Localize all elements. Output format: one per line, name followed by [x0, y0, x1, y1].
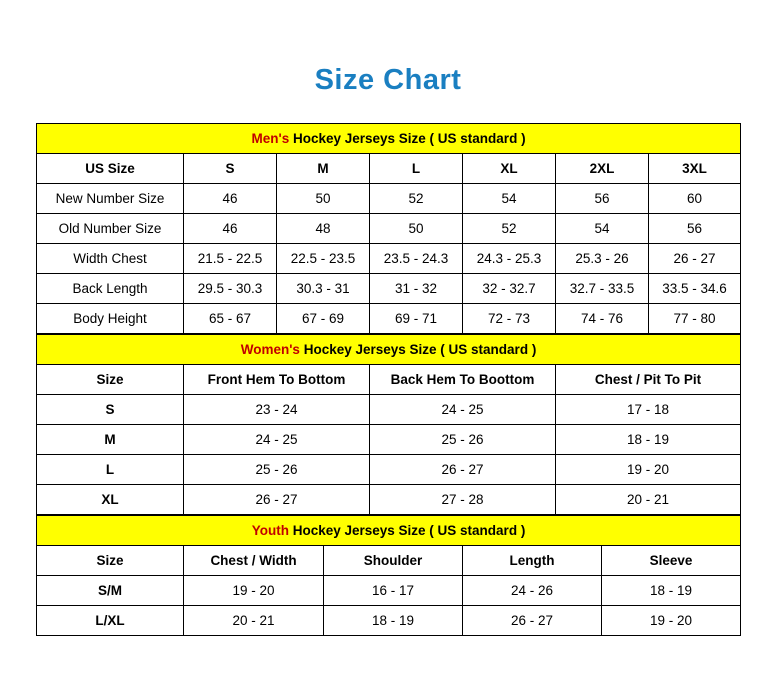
youth-row-1-cell-0: 20 - 21	[184, 605, 324, 635]
mens-row-0-cell-4: 56	[556, 183, 649, 213]
mens-row-4-cell-5: 77 - 80	[649, 303, 741, 333]
mens-row-2-cell-2: 23.5 - 24.3	[370, 243, 463, 273]
table-header-row	[37, 545, 741, 575]
womens-row-0-label: S	[37, 394, 184, 424]
mens-col-4: XL	[463, 153, 556, 183]
mens-row-0-cell-3: 54	[463, 183, 556, 213]
table-row	[37, 303, 741, 333]
womens-header-accent: Women's	[240, 341, 300, 357]
womens-row-3-cell-2: 20 - 21	[556, 484, 741, 514]
youth-header-accent: Youth	[251, 522, 289, 538]
youth-row-0-cell-3: 18 - 19	[602, 575, 741, 605]
mens-row-2-cell-1: 22.5 - 23.5	[277, 243, 370, 273]
mens-row-1-cell-4: 54	[556, 213, 649, 243]
youth-row-1-label: L/XL	[37, 605, 184, 635]
mens-row-0-cell-1: 50	[277, 183, 370, 213]
youth-row-1-cell-3: 19 - 20	[602, 605, 741, 635]
mens-row-1-cell-1: 48	[277, 213, 370, 243]
mens-row-0-cell-5: 60	[649, 183, 741, 213]
mens-row-3-cell-1: 30.3 - 31	[277, 273, 370, 303]
section-header-row	[37, 123, 741, 153]
youth-col-0: Size	[37, 545, 184, 575]
mens-row-2-cell-0: 21.5 - 22.5	[184, 243, 277, 273]
table-row	[37, 243, 741, 273]
womens-row-1-label: M	[37, 424, 184, 454]
youth-col-3: Length	[463, 545, 602, 575]
womens-row-2-cell-0: 25 - 26	[184, 454, 370, 484]
mens-row-1-cell-2: 50	[370, 213, 463, 243]
mens-section-header	[37, 123, 741, 153]
mens-row-1-label: Old Number Size	[37, 213, 184, 243]
table-row	[37, 454, 741, 484]
youth-row-1-cell-1: 18 - 19	[324, 605, 463, 635]
womens-size-table	[36, 334, 741, 515]
youth-row-0-cell-0: 19 - 20	[184, 575, 324, 605]
womens-col-3: Chest / Pit To Pit	[556, 364, 741, 394]
page-title: Size Chart	[314, 64, 462, 96]
womens-section-header	[37, 334, 741, 364]
mens-row-0-label: New Number Size	[37, 183, 184, 213]
youth-row-0-cell-2: 24 - 26	[463, 575, 602, 605]
youth-col-1: Chest / Width	[184, 545, 324, 575]
mens-row-2-label: Width Chest	[37, 243, 184, 273]
mens-row-3-cell-5: 33.5 - 34.6	[649, 273, 741, 303]
womens-row-1-cell-1: 25 - 26	[370, 424, 556, 454]
mens-row-0-cell-2: 52	[370, 183, 463, 213]
size-chart-container	[0, 97, 776, 636]
womens-row-2-cell-1: 26 - 27	[370, 454, 556, 484]
table-header-row	[37, 364, 741, 394]
mens-row-4-label: Body Height	[37, 303, 184, 333]
table-row	[37, 424, 741, 454]
womens-row-3-cell-1: 27 - 28	[370, 484, 556, 514]
womens-row-0-cell-0: 23 - 24	[184, 394, 370, 424]
mens-col-1: S	[184, 153, 277, 183]
mens-row-3-cell-4: 32.7 - 33.5	[556, 273, 649, 303]
mens-size-table	[36, 123, 741, 334]
table-row	[37, 484, 741, 514]
mens-row-3-cell-2: 31 - 32	[370, 273, 463, 303]
youth-col-4: Sleeve	[602, 545, 741, 575]
table-row	[37, 575, 741, 605]
mens-row-2-cell-4: 25.3 - 26	[556, 243, 649, 273]
womens-header-rest: Hockey Jerseys Size ( US standard )	[299, 341, 537, 357]
womens-col-0: Size	[37, 364, 184, 394]
youth-header-rest: Hockey Jerseys Size ( US standard )	[288, 522, 526, 538]
table-row	[37, 213, 741, 243]
table-row	[37, 394, 741, 424]
womens-col-2: Back Hem To Boottom	[370, 364, 556, 394]
womens-row-0-cell-2: 17 - 18	[556, 394, 741, 424]
mens-row-3-cell-0: 29.5 - 30.3	[184, 273, 277, 303]
youth-section-header	[37, 515, 741, 545]
mens-row-2-cell-3: 24.3 - 25.3	[463, 243, 556, 273]
mens-col-3: L	[370, 153, 463, 183]
womens-row-1-cell-2: 18 - 19	[556, 424, 741, 454]
mens-row-4-cell-4: 74 - 76	[556, 303, 649, 333]
womens-row-0-cell-1: 24 - 25	[370, 394, 556, 424]
section-header-row	[37, 515, 741, 545]
mens-row-3-label: Back Length	[37, 273, 184, 303]
mens-row-1-cell-3: 52	[463, 213, 556, 243]
womens-col-1: Front Hem To Bottom	[184, 364, 370, 394]
womens-row-3-cell-0: 26 - 27	[184, 484, 370, 514]
youth-row-0-cell-1: 16 - 17	[324, 575, 463, 605]
table-row	[37, 183, 741, 213]
mens-header-rest: Hockey Jerseys Size ( US standard )	[289, 130, 526, 146]
youth-size-table	[36, 515, 741, 636]
mens-row-4-cell-0: 65 - 67	[184, 303, 277, 333]
mens-col-6: 3XL	[649, 153, 741, 183]
mens-row-0-cell-0: 46	[184, 183, 277, 213]
mens-row-1-cell-5: 56	[649, 213, 741, 243]
mens-col-2: M	[277, 153, 370, 183]
mens-row-1-cell-0: 46	[184, 213, 277, 243]
mens-header-accent: Men's	[251, 130, 290, 146]
youth-row-1-cell-2: 26 - 27	[463, 605, 602, 635]
youth-col-2: Shoulder	[324, 545, 463, 575]
womens-row-2-label: L	[37, 454, 184, 484]
mens-col-0: US Size	[37, 153, 184, 183]
mens-row-3-cell-3: 32 - 32.7	[463, 273, 556, 303]
womens-row-3-label: XL	[37, 484, 184, 514]
table-row	[37, 605, 741, 635]
table-header-row	[37, 153, 741, 183]
mens-row-4-cell-2: 69 - 71	[370, 303, 463, 333]
mens-row-4-cell-3: 72 - 73	[463, 303, 556, 333]
womens-row-2-cell-2: 19 - 20	[556, 454, 741, 484]
mens-row-4-cell-1: 67 - 69	[277, 303, 370, 333]
section-header-row	[37, 334, 741, 364]
mens-col-5: 2XL	[556, 153, 649, 183]
womens-row-1-cell-0: 24 - 25	[184, 424, 370, 454]
mens-row-2-cell-5: 26 - 27	[649, 243, 741, 273]
table-row	[37, 273, 741, 303]
youth-row-0-label: S/M	[37, 575, 184, 605]
